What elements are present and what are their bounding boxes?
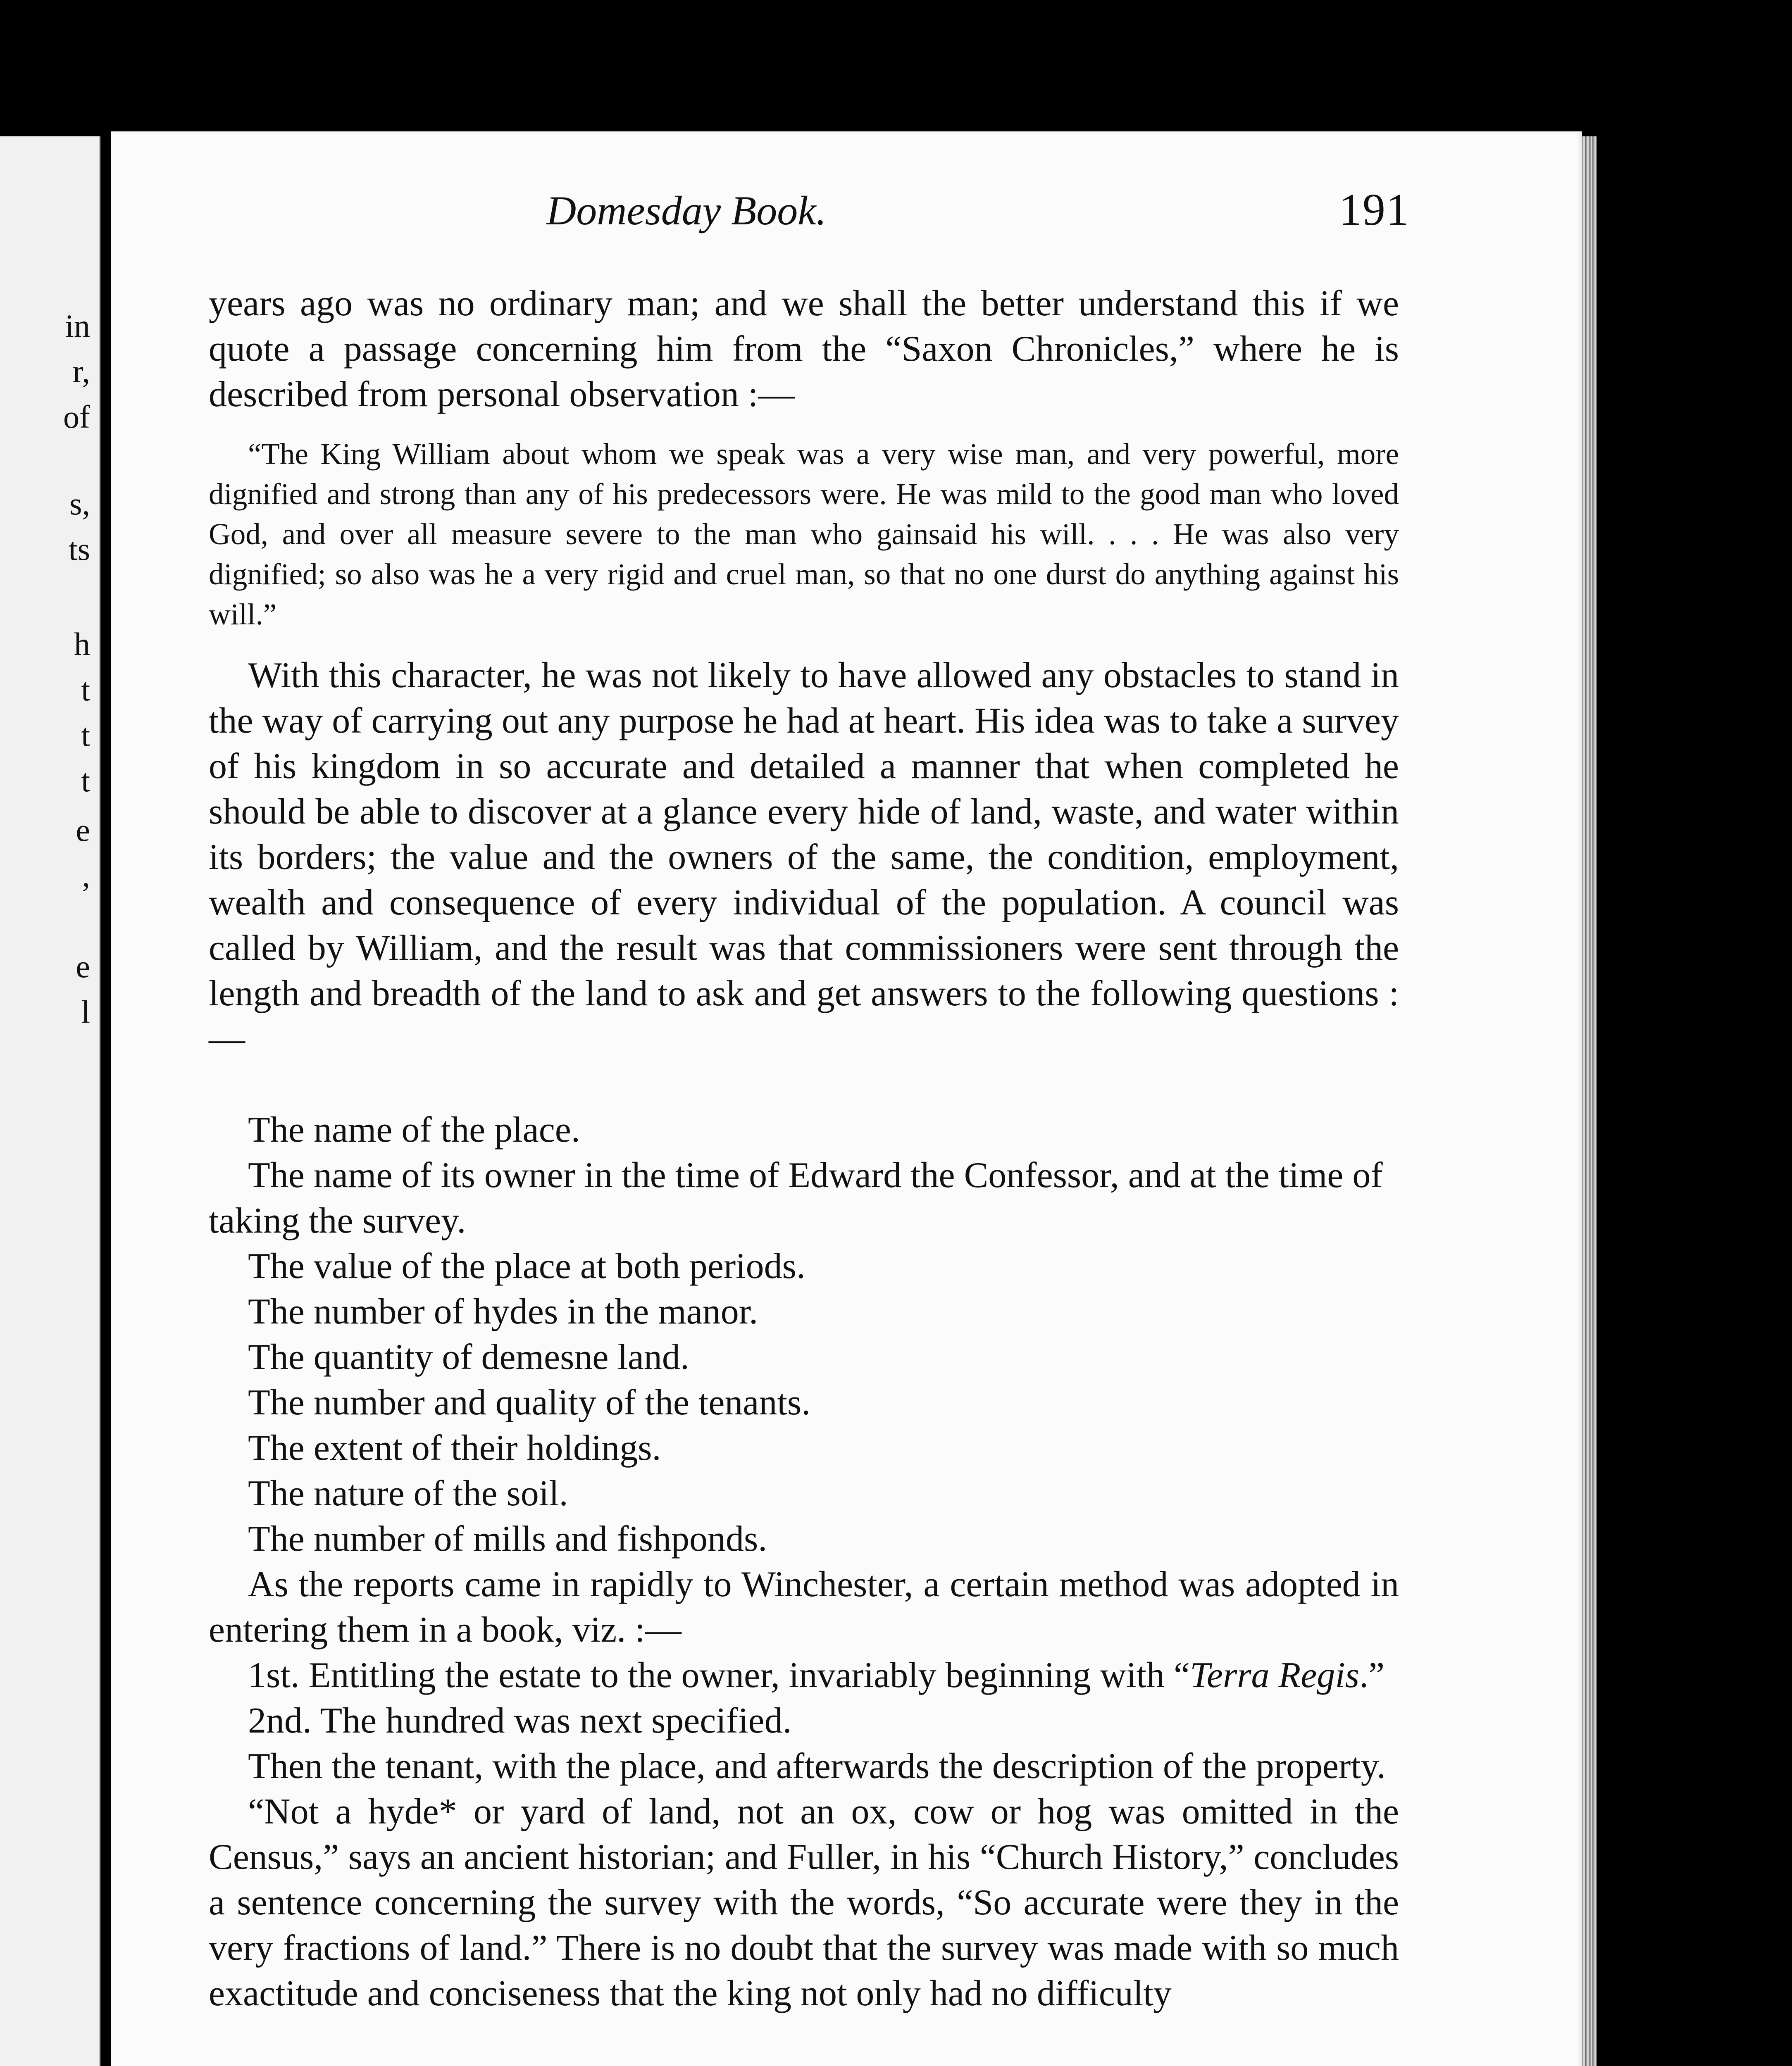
method-step-2: 2nd. The hundred was next specified. <box>248 1701 792 1741</box>
page-edge <box>1582 136 1597 2066</box>
step-italic: Terra Regis <box>1190 1655 1360 1695</box>
paragraph-character <box>209 653 1399 1062</box>
paragraph-text: years ago was no ordinary man; and we shall the better understand this if we quote a passage concerning him from the “Saxon Chronicles,” where he is described from personal observation :— <box>209 283 1399 414</box>
left-page-fragment: , <box>82 857 90 893</box>
question-item: The number of hydes in the manor. <box>248 1292 758 1332</box>
question-item: The number of mills and fishponds. <box>248 1519 767 1559</box>
left-page-fragment: h <box>74 626 90 662</box>
left-facing-page <box>0 136 100 2066</box>
left-page-fragment: e <box>76 948 90 984</box>
left-page-fragment: of <box>63 399 90 435</box>
step-text: .” <box>1359 1655 1385 1695</box>
step-text: 1st. Entitling the estate to the owner, invariably beginning with “ <box>248 1655 1190 1695</box>
left-page-fragment: t <box>81 717 90 753</box>
running-title: Domesday Book. <box>546 188 827 233</box>
questions-list <box>209 1107 1399 1562</box>
question-item: The quantity of demesne land. <box>248 1337 689 1377</box>
method-step-1 <box>209 1653 1399 1698</box>
left-page-fragment: t <box>81 762 90 798</box>
question-item: The extent of their holdings. <box>248 1428 661 1468</box>
question-item: The nature of the soil. <box>248 1473 568 1514</box>
paragraph-method <box>209 1562 1399 2016</box>
paragraph-text: Then the tenant, with the place, and afterwards the description of the property. <box>248 1746 1386 1786</box>
quote-text: “The King William about whom we speak was a very wise man, and very powerful, more dignified and strong than any of his predecessors were. He was mild to the good man who loved God, and over all measure severe to the man who gainsaid his will. . . . He was also very dignified; so also was he a very rigid and cruel man, so that no one durst do anything against his will.” <box>209 437 1399 631</box>
paragraph-text: “Not a hyde* or yard of land, not an ox, cow or hog was omitted in the Census,” says an ancient historian; and Fuller, in his “Church History,” concludes a sentence concerning the survey with the words, “So accurate were they in the very fractions of land.” There is no doubt that the survey was made with so much exactitude and conciseness that the king not only had no difficulty <box>209 1792 1399 2014</box>
block-quote <box>209 434 1399 634</box>
left-page-fragment: t <box>81 671 90 707</box>
left-page-fragment: l <box>81 994 90 1030</box>
left-page-fragment: ts <box>68 531 90 567</box>
left-page-fragment: in <box>65 308 90 344</box>
left-page-fragment: r, <box>72 353 90 389</box>
paragraph-intro <box>209 281 1399 417</box>
question-item: The name of its owner in the time of Edward the Confessor, and at the time of taking the survey. <box>209 1155 1383 1241</box>
page-number: 191 <box>1339 184 1410 235</box>
left-page-fragment: e <box>76 812 90 848</box>
question-item: The value of the place at both periods. <box>248 1246 805 1286</box>
question-item: The number and quality of the tenants. <box>248 1383 811 1423</box>
left-page-fragment: s, <box>69 486 90 521</box>
paragraph-text: With this character, he was not likely to have allowed any obstacles to stand in the way of carrying out any purpose he had at heart. His idea was to take a survey of his kingdom in so accurate and detailed a manner that when completed he should be able to discover at a glance every hide of land, waste, and water within its borders; the value and the owners of the same, the condition, employment, wealth and consequence of every individual of the population. A council was called by William, and the result was that commissioners were sent through the length and breadth of the land to ask and get answers to the following questions :— <box>209 655 1399 1059</box>
paragraph-text: As the reports came in rapidly to Winchester, a certain method was adopted in entering them in a book, viz. :— <box>209 1564 1399 1650</box>
question-item: The name of the place. <box>248 1110 580 1150</box>
